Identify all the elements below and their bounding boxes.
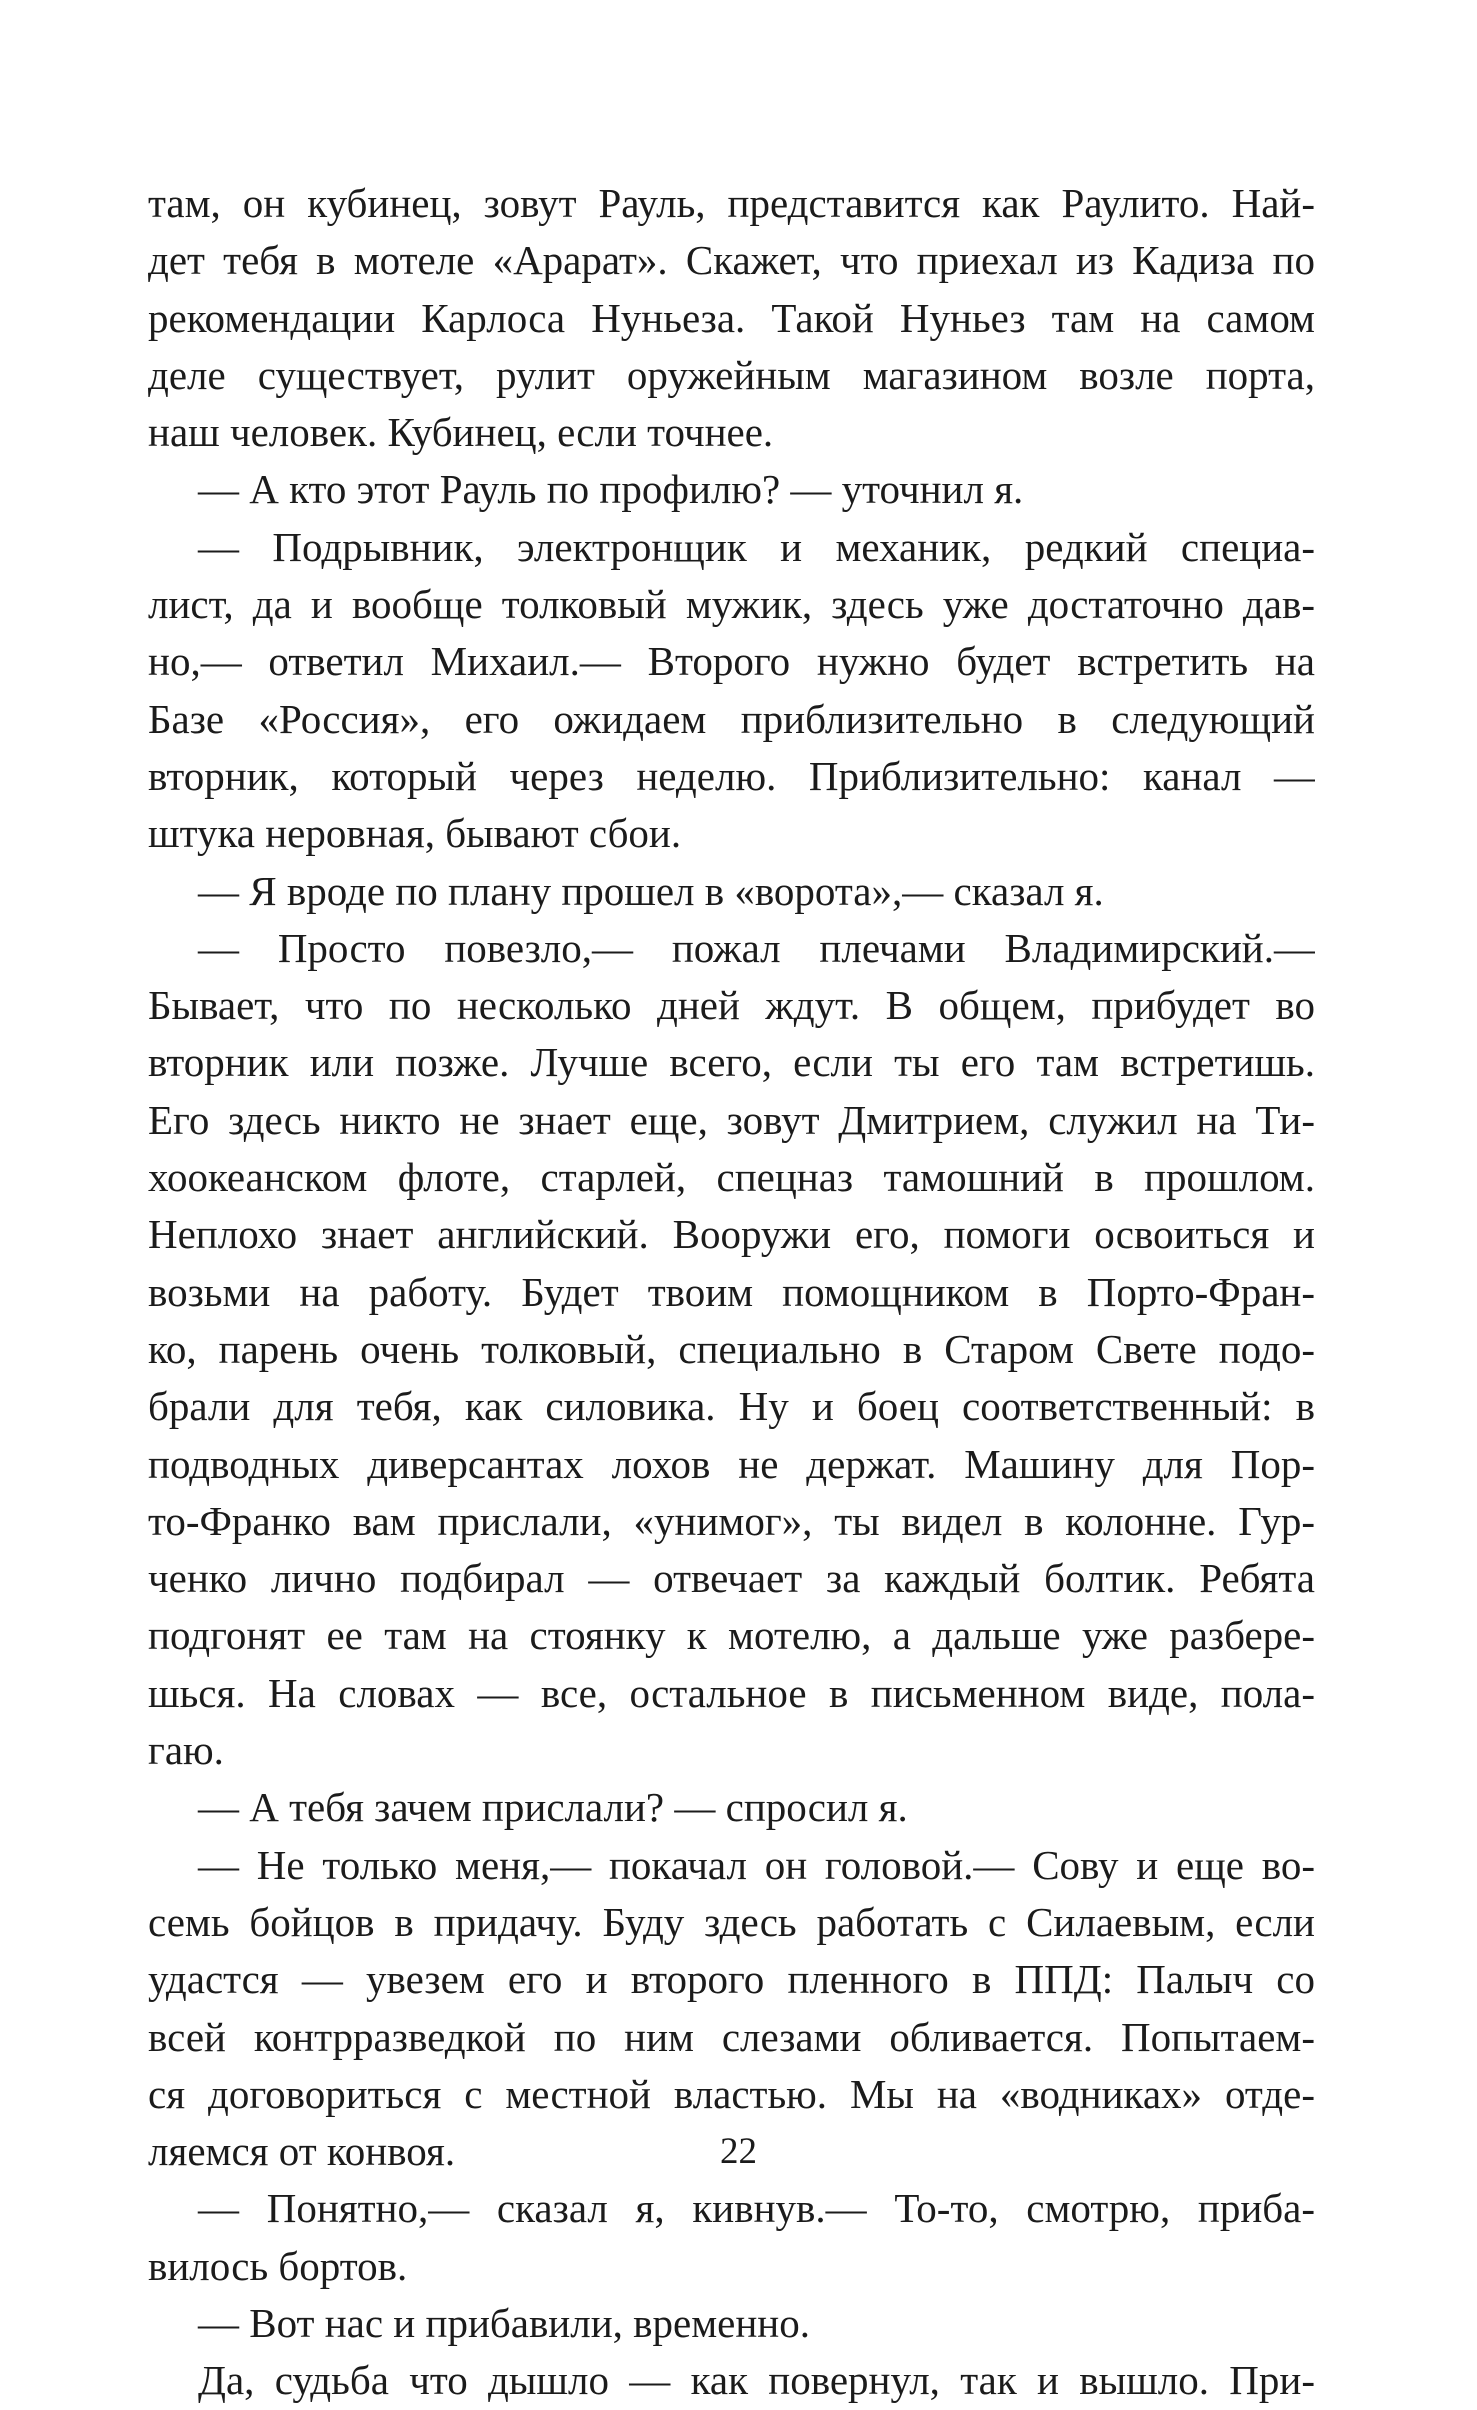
text-line: штука неровная, бывают сбои. xyxy=(148,810,682,857)
text-line: — Вот нас и прибавили, временно. xyxy=(198,2299,810,2346)
text-line: возьми на работу. Будет твоим помощником в Порто-Фран- xyxy=(148,1268,1315,1315)
text-line: ляемся от конвоя. xyxy=(148,2128,456,2175)
text-line: — Я вроде по плану прошел в «ворота»,— сказал я. xyxy=(198,867,1104,914)
text-line: вторник или позже. Лучше всего, если ты его там встретишь. xyxy=(148,1039,1315,1086)
text-line: — Подрывник, электронщик и механик, редкий специа- xyxy=(198,523,1315,570)
text-line: ко, парень очень толковый, специально в Старом Свете подо- xyxy=(148,1325,1315,1372)
text-line: всей контрразведкой по ним слезами обливается. Попытаем- xyxy=(148,2013,1315,2060)
text-line: подводных диверсантах лохов не держат. Машину для Пор- xyxy=(148,1440,1315,1487)
text-line: Неплохо знает английский. Вооружи его, помоги освоиться и xyxy=(148,1211,1315,1258)
page-number: 22 xyxy=(720,2131,757,2172)
text-line: гаю. xyxy=(148,1727,224,1774)
text-line: брали для тебя, как силовика. Ну и боец соответственный: в xyxy=(148,1383,1315,1430)
text-line: шься. На словах — все, остальное в письменном виде, пола- xyxy=(148,1669,1315,1716)
text-line: дет тебя в мотеле «Арарат». Скажет, что приехал из Кадиза по xyxy=(148,237,1315,284)
text-line: — А тебя зачем прислали? — спросил я. xyxy=(198,1784,908,1831)
text-line: там, он кубинец, зовут Рауль, представится как Раулито. Най- xyxy=(148,180,1315,226)
text-line: Базе «Россия», его ожидаем приблизительно в следующий xyxy=(148,695,1315,742)
text-line: Бывает, что по несколько дней ждут. В общем, прибудет во xyxy=(148,982,1315,1029)
text-line: хоокеанском флоте, старлей, спецназ тамошний в прошлом. xyxy=(148,1154,1315,1201)
text-line: Его здесь никто не знает еще, зовут Дмитрием, служил на Ти- xyxy=(148,1096,1315,1143)
text-line: то-Франко вам прислали, «унимог», ты видел в колонне. Гур- xyxy=(148,1497,1315,1544)
text-line: удастся — увезем его и второго пленного в ППД: Палыч со xyxy=(148,1956,1315,2003)
text-line: — А кто этот Рауль по профилю? — уточнил я. xyxy=(198,466,1024,513)
text-line: вилось бортов. xyxy=(148,2242,408,2289)
text-line: семь бойцов в придачу. Буду здесь работать с Силаевым, если xyxy=(148,1898,1315,1945)
body-text xyxy=(148,175,1315,2410)
text-line: — Просто повезло,— пожал плечами Владимирский.— xyxy=(198,924,1315,971)
text-line: подгонят ее там на стоянку к мотелю, а дальше уже разбере- xyxy=(148,1612,1315,1659)
text-line: лист, да и вообще толковый мужик, здесь уже достаточно дав- xyxy=(148,581,1315,628)
text-line: но,— ответил Михаил.— Второго нужно будет встретить на xyxy=(148,638,1315,685)
text-line: ченко лично подбирал — отвечает за каждый болтик. Ребята xyxy=(148,1555,1315,1602)
text-line: вторник, который через неделю. Приблизительно: канал — xyxy=(148,752,1315,799)
text-line: — Не только меня,— покачал он головой.— Сову и еще во- xyxy=(198,1841,1315,1888)
text-line: деле существует, рулит оружейным магазином возле порта, xyxy=(148,351,1315,398)
text-line: Да, судьба что дышло — как повернул, так и вышло. При- xyxy=(198,2357,1315,2404)
text-line: ся договориться с местной властью. Мы на «водниках» отде- xyxy=(148,2070,1315,2117)
text-line: наш человек. Кубинец, если точнее. xyxy=(148,409,774,456)
text-line: рекомендации Карлоса Нуньеза. Такой Нуньез там на самом xyxy=(148,294,1315,341)
text-line: — Понятно,— сказал я, кивнув.— То-то, смотрю, приба- xyxy=(198,2185,1315,2232)
